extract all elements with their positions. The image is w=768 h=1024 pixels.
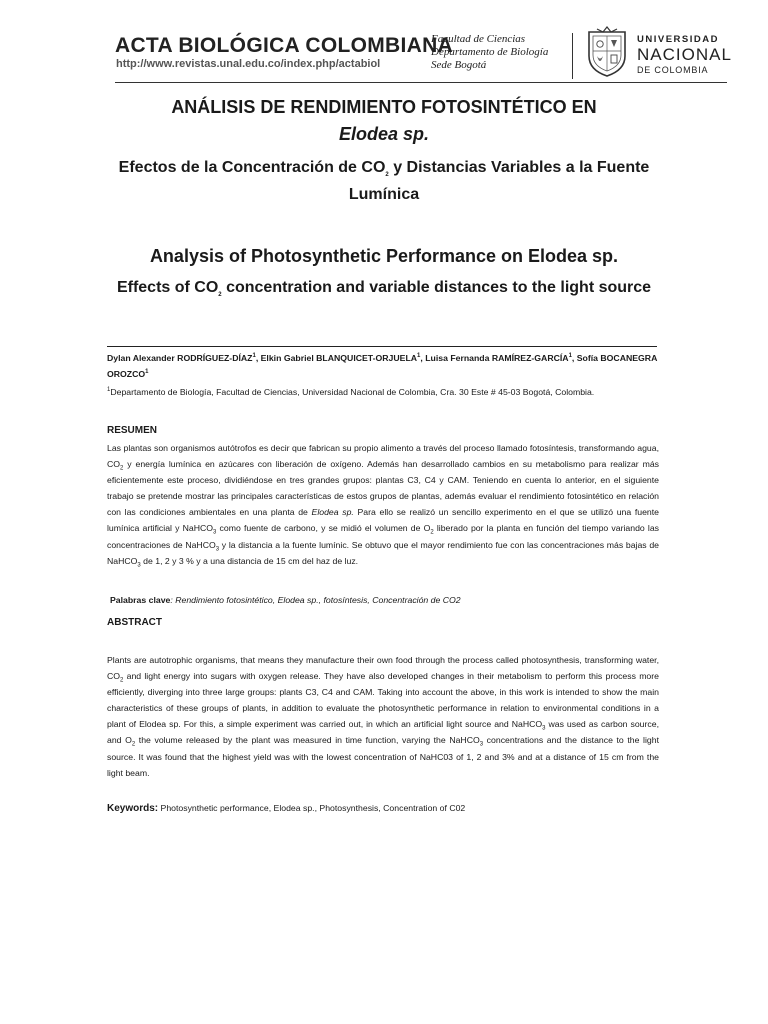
nacional-word: NACIONAL bbox=[637, 45, 732, 64]
subtitle-es bbox=[84, 154, 684, 208]
affiliation-mark: 1 bbox=[107, 387, 111, 394]
university-seal-icon bbox=[583, 26, 631, 78]
journal-url: http://www.revistas.unal.edu.co/index.php/actabiol bbox=[116, 58, 381, 70]
subscript: 3 bbox=[542, 726, 546, 733]
resumen-text: y la distancia a la fuente lumínic. Se obtuvo que el mayor rendimiento fue con las concentraciones más bajas de NaHCO bbox=[107, 539, 659, 566]
authors-rule bbox=[107, 346, 657, 347]
resumen-text: de 1, 2 y 3 % y a una distancia de 15 cm del haz de luz. bbox=[140, 555, 359, 566]
author-list bbox=[107, 350, 659, 382]
abstract-text: concentrations and the distance to the light source. It was found that the highest yield was with the lowest concentration of NaHC03 of 1, 2 and 3% and at a distance of 15 cm from the light beam. bbox=[107, 735, 659, 778]
header-rule bbox=[115, 82, 727, 83]
abstract-heading: ABSTRACT bbox=[107, 617, 162, 628]
keywords-es bbox=[110, 592, 662, 608]
abstract-text: Plants are autotrophic organisms, that means they manufacture their own food through the process called photosynthesis, transforming water, CO bbox=[107, 655, 659, 682]
resumen-text: Las plantas son organismos autótrofos es decir que fabrican su propio alimento a través del proceso llamado fotosíntesis, transformando agua, CO bbox=[107, 443, 659, 470]
abstract-text: the volume released by the plant was measured in time function, varying the NaHCO bbox=[135, 735, 480, 746]
author-name: , Luisa Fernanda RAMÍREZ-GARCÍA bbox=[420, 353, 569, 363]
subtitle-es-part: Efectos de la Concentración de CO bbox=[118, 159, 386, 176]
subtitle-en-part: Effects of CO bbox=[116, 279, 219, 296]
subscript: 3 bbox=[213, 530, 217, 537]
title-en: Analysis of Photosynthetic Performance on Elodea sp. bbox=[149, 246, 619, 266]
keywords-en-label: Keywords: bbox=[107, 803, 159, 814]
author-name: , Sofía BOCANEGRA OROZCO bbox=[107, 353, 658, 380]
de-colombia-word: DE COLOMBIA bbox=[637, 65, 709, 75]
campus-line: Sede Bogotá bbox=[431, 59, 487, 71]
subscript: 3 bbox=[215, 546, 220, 553]
journal-name: ACTA BIOLÓGICA COLOMBIANA bbox=[115, 34, 454, 57]
keywords-es-label: Palabras clave bbox=[110, 595, 171, 605]
header-divider bbox=[572, 33, 573, 79]
subscript: 2 bbox=[218, 292, 222, 299]
affiliation-mark: 1 bbox=[568, 353, 572, 360]
university-name bbox=[637, 34, 732, 75]
faculty-line: Facultad de Ciencias bbox=[431, 33, 526, 45]
affiliation-mark: 1 bbox=[145, 369, 149, 376]
abstract-body bbox=[107, 652, 659, 781]
keywords-en bbox=[107, 800, 659, 817]
subtitle-en bbox=[84, 274, 684, 301]
department-line: Departamento de Biología bbox=[431, 46, 549, 58]
subscript: 2 bbox=[120, 465, 124, 472]
resumen-heading: RESUMEN bbox=[107, 425, 158, 436]
resumen-text: liberado por la planta en función del tiempo variando las concentraciones de NaHCO bbox=[107, 523, 660, 550]
keywords-en-text: Photosynthetic performance, Elodea sp., Photosynthesis, Concentration of C02 bbox=[158, 803, 466, 813]
abstract-text: was used as carbon source, and O bbox=[107, 719, 659, 746]
resumen-text: y energía lumínica en azúcares con liberación de oxígeno. Además han desarrollado cambios en su metabolismo para realizar más eficientemente este proceso, dividiéndose en tres grandes grupos: plantas C3, C4 y CAM. Teniendo en cuenta lo anterior, en el siguiente trabajo se pretende mostrar las principales características de estos grupos de plantas, además evaluar el rendimiento fotosintético en relación con las condiciones ambientales en una planta de bbox=[107, 459, 659, 518]
affiliation-text: Departamento de Biología, Facultad de Ciencias, Universidad Nacional de Colombia, Cra. 30 Este # 45-03 Bogotá, Colombia. bbox=[110, 387, 595, 397]
species-name: Elodea sp. bbox=[311, 507, 354, 518]
resumen-body bbox=[107, 440, 659, 569]
subtitle-es-part: y Distancias Variables a la Fuente Lumínica bbox=[348, 159, 650, 203]
university-word: UNIVERSIDAD bbox=[637, 34, 719, 45]
title-es-species: Elodea sp. bbox=[338, 124, 430, 144]
keywords-es-text: : Rendimiento fotosintético, Elodea sp., fotosíntesis, Concentración de CO2 bbox=[170, 595, 461, 605]
subscript: 3 bbox=[479, 742, 484, 749]
subscript: 2 bbox=[430, 530, 434, 537]
subscript: 2 bbox=[120, 677, 124, 684]
affiliation bbox=[107, 384, 659, 400]
abstract-text: and light energy into sugars with oxygen release. They have also developed changes in their metabolism to perform this process more efficiently, diverging into three large groups: plants C3, C4 and CAM. Taking into account the above, in this work is intended to show the main characteristics of these groups of plants, in addition to evaluate the photosynthetic performance in relation to environmental conditions in a plant of Elodea sp. For this, a simple experiment was carried out, in which an artificial light source and NaHCO bbox=[107, 671, 659, 730]
subscript: 2 bbox=[131, 742, 136, 749]
title-es: ANÁLISIS DE RENDIMIENTO FOTOSINTÉTICO EN bbox=[171, 97, 597, 117]
affiliation-mark: 1 bbox=[252, 353, 256, 360]
faculty-block bbox=[431, 33, 548, 72]
resumen-text: Para ello se realizó un sencillo experimento en el que se utilizó una fuente lumínica artificial y NaHCO bbox=[107, 507, 659, 534]
affiliation-mark: 1 bbox=[417, 353, 421, 360]
subscript: 3 bbox=[137, 562, 141, 569]
author-name: Dylan Alexander RODRÍGUEZ-DÍAZ bbox=[107, 353, 253, 363]
subtitle-en-part: concentration and variable distances to the light source bbox=[221, 279, 652, 296]
author-name: , Elkin Gabriel BLANQUICET-ORJUELA bbox=[255, 353, 418, 363]
resumen-text: como fuente de carbono, y se midió el volumen de O bbox=[216, 523, 431, 534]
subscript: 2 bbox=[385, 172, 389, 179]
